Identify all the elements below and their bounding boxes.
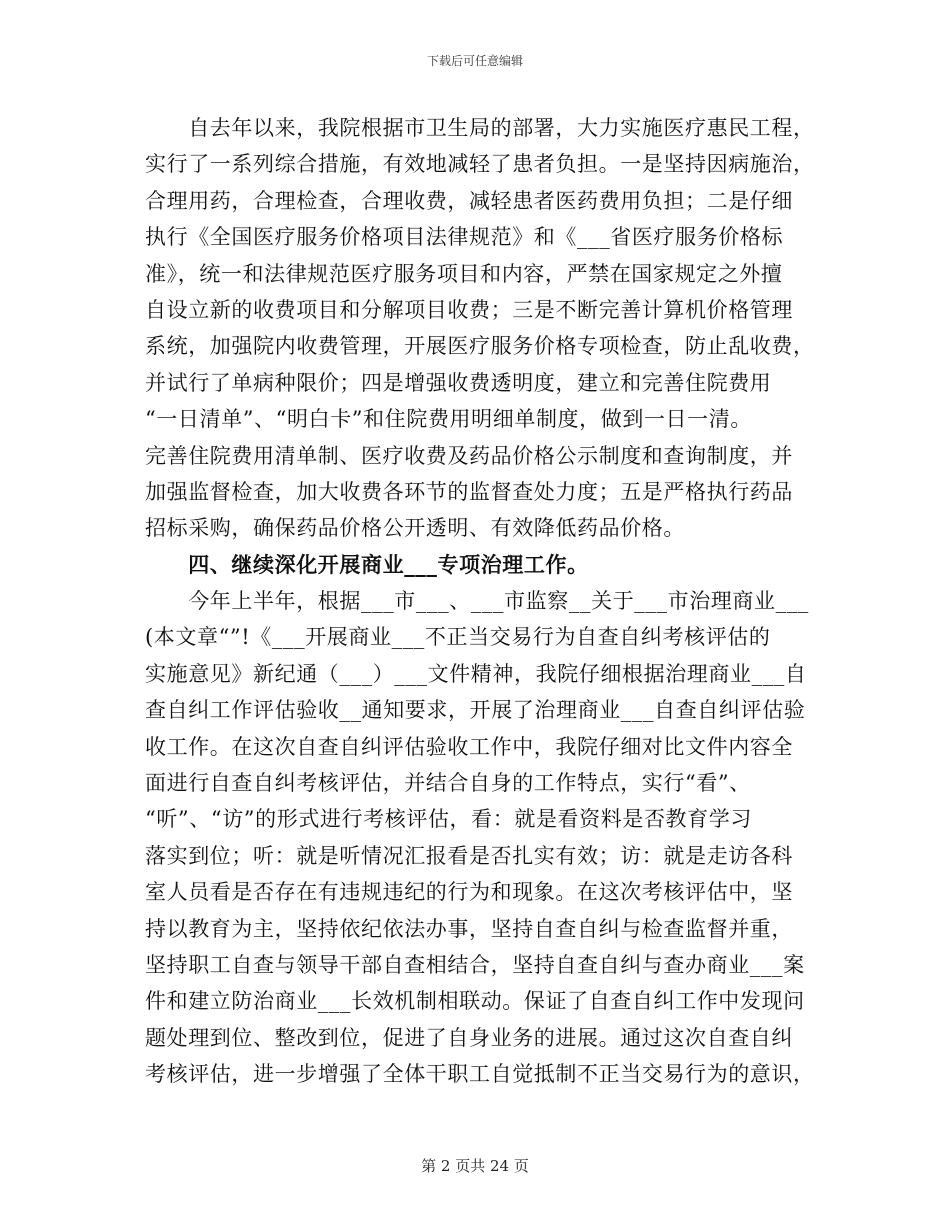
page-number: 第 2 页共 24 页	[421, 1157, 529, 1175]
text-line: (本文章“”!《___开展商业___不正当交易行为自查自纠考核评估的	[145, 625, 771, 650]
text-line: 招标采购，确保药品价格公开透明、有效降低药品价格。	[145, 516, 685, 541]
text-line: 今年上半年，根据___市___、___市监察__关于___市治理商业___	[145, 589, 809, 614]
text-line: 自去年以来，我院根据市卫生局的部署，大力实施医疗惠民工程，	[145, 116, 815, 140]
text-line: 实行了一系列综合措施，有效地减轻了患者负担。一是坚持因病施治，	[145, 152, 815, 177]
text-line: 查自纠工作评估验收__通知要求，开展了治理商业___自查自纠评估验	[145, 698, 806, 723]
text-line: 收工作。在这次自查自纠评估验收工作中，我院仔细对比文件内容全	[145, 734, 793, 759]
text-line: 面进行自查自纠考核评估，并结合自身的工作特点，实行“看”、	[145, 771, 751, 796]
text-line: “听”、“访”的形式进行考核评估，看：就是看资料是否教育学习	[145, 807, 752, 832]
text-line: 持以教育为主，坚持依纪依法办事，坚持自查自纠与检查监督并重，	[145, 916, 793, 941]
text-line: 坚持职工自查与领导干部自查相结合，坚持自查自纠与查办商业___案	[145, 952, 805, 977]
text-line: 实施意见》新纪通（___）___文件精神，我院仔细根据治理商业___自	[145, 661, 807, 686]
text-line: “一日清单”、“明白卡”和住院费用明细单制度，做到一日一清。	[145, 407, 752, 432]
text-line: 件和建立防治商业___长效机制相联动。保证了自查自纠工作中发现问	[145, 989, 805, 1014]
text-line: 合理用药，合理检查，合理收费，减轻患者医药费用负担；二是仔细	[145, 188, 793, 213]
text-line: 准》，统一和法律规范医疗服务项目和内容，严禁在国家规定之外擅	[145, 261, 783, 286]
text-line: 加强监督检查，加大收费各环节的监督查处力度；五是严格执行药品	[145, 479, 793, 504]
text-line: 执行《全国医疗服务价格项目法律规范》和《___省医疗服务价格标	[145, 225, 784, 250]
text-line: 并试行了单病种限价；四是增强收费透明度，建立和完善住院费用	[145, 370, 772, 395]
text-line: 完善住院费用清单制、医疗收费及药品价格公示制度和查询制度，并	[145, 443, 793, 468]
text-line: 题处理到位、整改到位，促进了自身业务的进展。通过这次自查自纠	[145, 1025, 793, 1050]
text-line: 室人员看是否存在有违规违纪的行为和现象。在这次考核评估中，坚	[145, 880, 793, 905]
document-body	[145, 110, 815, 1093]
section-heading: 四、继续深化开展商业___专项治理工作。	[145, 551, 589, 577]
page-header-note: 下载后可任意编辑	[426, 54, 523, 68]
text-line: 落实到位；听：就是听情况汇报看是否扎实有效；访：就是走访各科	[145, 843, 793, 868]
text-line: 自设立新的收费项目和分解项目收费；三是不断完善计算机价格管理	[145, 297, 793, 322]
text-line: 考核评估，进一步增强了全体干职工自觉抵制不正当交易行为的意识，	[145, 1062, 815, 1087]
text-line: 系统，加强院内收费管理，开展医疗服务价格专项检查，防止乱收费，	[145, 334, 815, 359]
